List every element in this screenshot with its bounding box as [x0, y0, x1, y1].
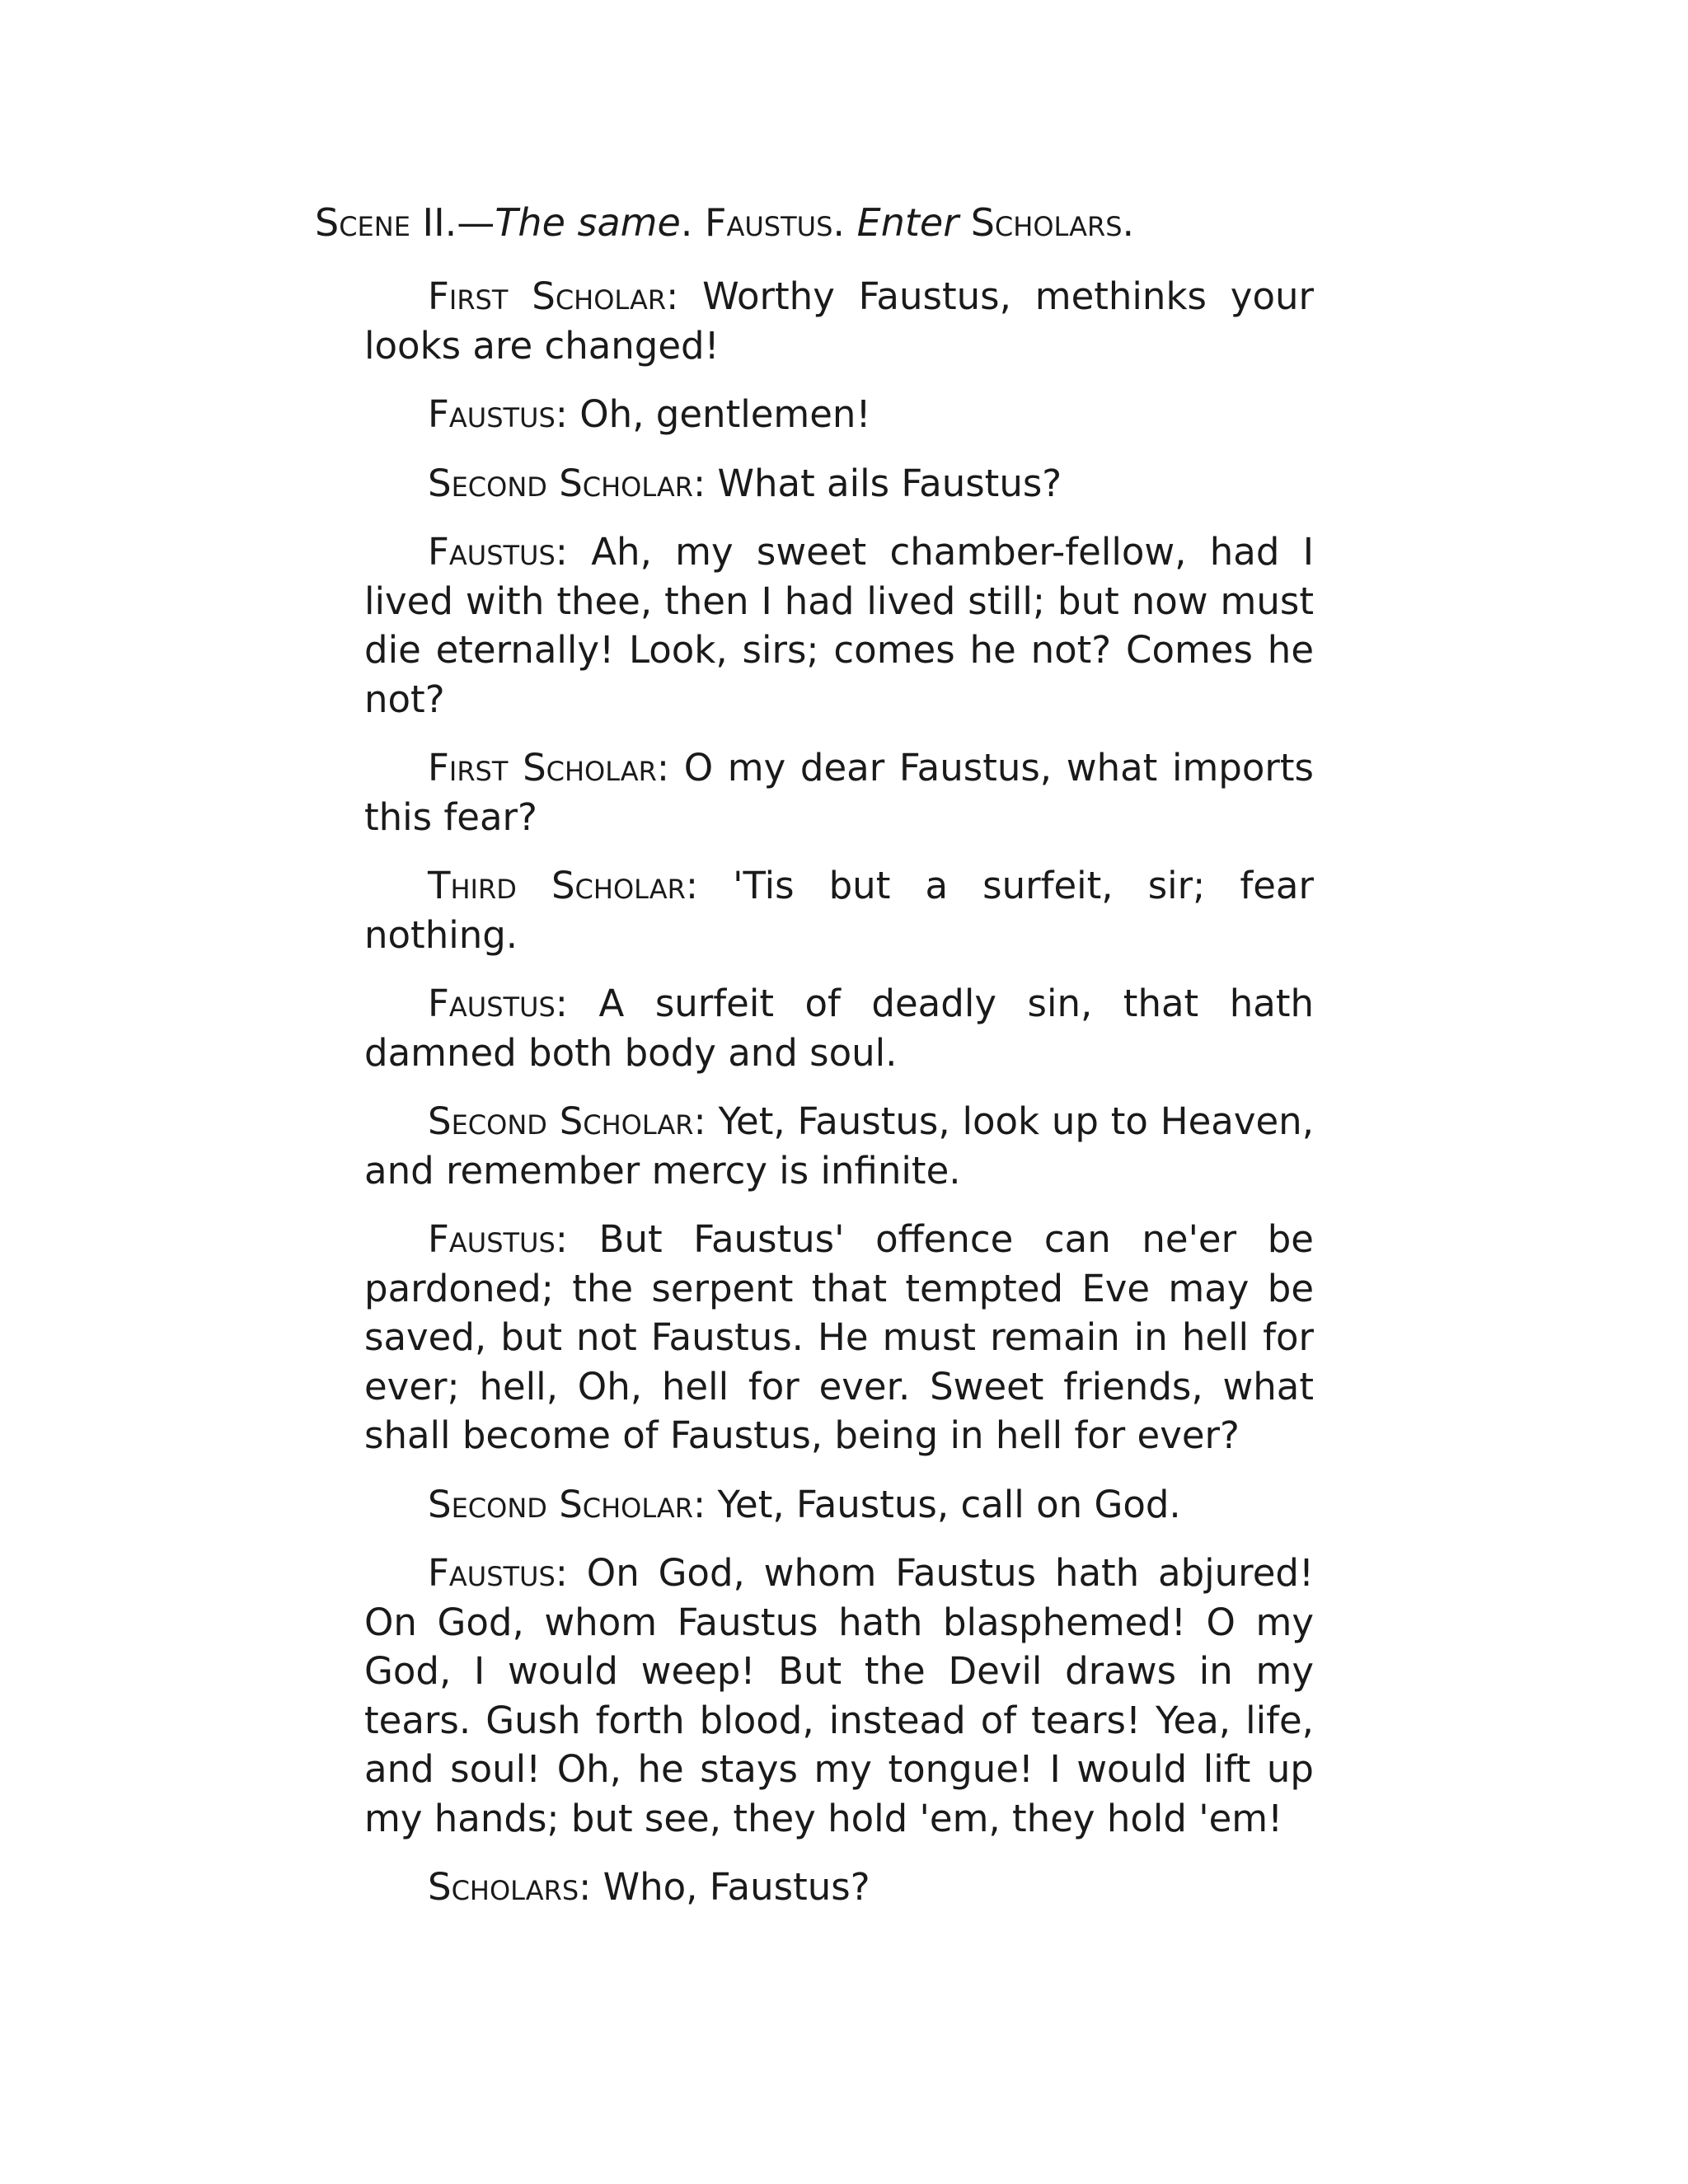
- dialogue-body: [364, 272, 1314, 1932]
- speech-text: : 'Tis but a surfeit, sir; fear nothing.: [364, 864, 1315, 957]
- speech: [364, 1480, 1314, 1530]
- entering-characters: Scholars: [970, 200, 1123, 245]
- speech: [364, 390, 1314, 439]
- scene-number: II.—: [410, 200, 495, 245]
- speaker-name: First Scholar: [428, 746, 657, 790]
- heading-end: .: [1122, 200, 1135, 245]
- speech-text: : On God, whom Faustus hath abjured! On God, whom Faustus hath blasphemed! O my God, I would weep! But the Devil draws in my tears. Gush forth blood, instead of tears! Yea, life, and soul! Oh, he stays my tongue! I would lift up my hands; but see, they hold 'em, they hold 'em!: [364, 1551, 1314, 1840]
- speaker-name: Scholars: [428, 1865, 579, 1909]
- stage-direction: Enter: [856, 200, 959, 245]
- speech: [364, 1097, 1314, 1195]
- speech: [364, 743, 1314, 841]
- speech-text: : Oh, gentlemen!: [555, 392, 871, 436]
- scene-label: Scene: [315, 200, 410, 245]
- speech: [364, 1863, 1314, 1912]
- speech-text: : Who, Faustus?: [579, 1865, 870, 1909]
- speech-text: : Ah, my sweet chamber-fellow, had I lived with thee, then I had lived still; but now must die eternally! Look, sirs; comes he not? Comes he not?: [364, 530, 1314, 721]
- speaker-name: Faustus: [428, 982, 556, 1025]
- speech-text: : What ails Faustus?: [693, 461, 1062, 505]
- speech: [364, 1215, 1314, 1460]
- speech: [364, 979, 1314, 1077]
- speaker-name: Second Scholar: [428, 1482, 694, 1526]
- speech-text: : A surfeit of deadly sin, that hath damned both body and soul.: [364, 982, 1314, 1075]
- speaker-name: Second Scholar: [428, 461, 694, 505]
- speech: [364, 459, 1314, 509]
- speech: [364, 1549, 1314, 1843]
- heading-character: Faustus: [705, 200, 833, 245]
- speech-text: : O my dear Faustus, what imports this fear?: [364, 746, 1314, 839]
- speaker-name: First Scholar: [428, 274, 667, 318]
- speaker-name: Faustus: [428, 392, 556, 436]
- speech: [364, 272, 1314, 370]
- speech: [364, 861, 1314, 959]
- speaker-name: Second Scholar: [428, 1099, 694, 1143]
- speech-text: : Yet, Faustus, call on God.: [693, 1482, 1181, 1526]
- heading-separator: .: [680, 200, 706, 245]
- speaker-name: Faustus: [428, 530, 556, 574]
- scene-setting: The same: [495, 200, 681, 245]
- heading-space: [959, 200, 971, 245]
- speech-text: : Yet, Faustus, look up to Heaven, and remember mercy is infinite.: [364, 1099, 1314, 1193]
- scene-heading: [315, 198, 1386, 247]
- speech-text: : Worthy Faustus, methinks your looks are changed!: [364, 274, 1314, 368]
- speaker-name: Faustus: [428, 1551, 556, 1595]
- speech-text: : But Faustus' offence can ne'er be pardoned; the serpent that tempted Eve may be saved, but not Faustus. He must remain in hell for ever; hell, Oh, hell for ever. Sweet friends, what shall become of Faustus, being in hell for ever?: [364, 1217, 1314, 1457]
- speaker-name: Faustus: [428, 1217, 556, 1261]
- speech: [364, 527, 1314, 724]
- heading-separator: .: [832, 200, 857, 245]
- speaker-name: Third Scholar: [428, 864, 686, 907]
